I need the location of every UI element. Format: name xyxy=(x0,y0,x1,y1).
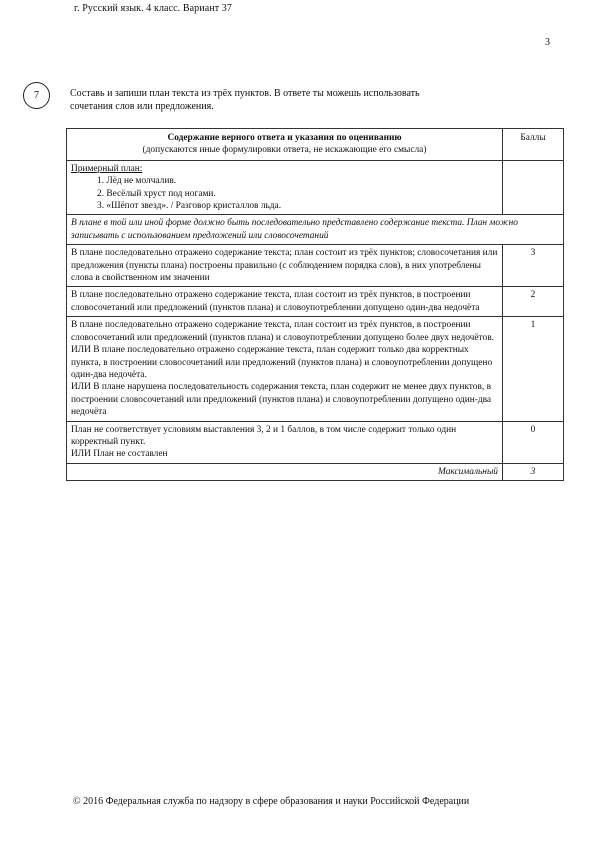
criterion-text xyxy=(67,421,503,463)
document-header: г. Русский язык. 4 класс. Вариант 37 xyxy=(74,3,232,14)
content-header-title: Содержание верного ответа и указания по оцениванию xyxy=(167,133,402,143)
score-column-header: Баллы xyxy=(503,129,564,161)
max-score-row xyxy=(67,463,564,480)
criterion-line: План не соответствует условиям выставления 3, 2 и 1 баллов, в том числе содержит только один корректный пункт. xyxy=(71,424,457,447)
empty-score-cell xyxy=(503,160,564,215)
copyright-footer: © 2016 Федеральная служба по надзору в сфере образования и науки Российской Федерации xyxy=(73,796,470,807)
evaluation-note: В плане в той или иной форме должно быть последовательно представлено содержание текста. План можно записывать с использованием предложений или словосочетаний xyxy=(67,215,564,245)
sample-plan-row xyxy=(67,160,564,215)
sample-plan-title: Примерный план: xyxy=(71,163,143,174)
criterion-line: ИЛИ В плане последовательно отражено содержание текста, план содержит только два корректных пункта, в построении словосочетаний или предложений (пунктов плана) и словоупотреблении допущено один-два недочёта. xyxy=(71,345,493,380)
sample-plan-list xyxy=(71,175,498,212)
criterion-line: В плане последовательно отражено содержание текста, план состоит из трёх пунктов, в построении словосочетаний или предложений (пунктов плана) и словоупотреблении допущено один-два недочёта xyxy=(71,290,480,313)
plan-item: 1. Лёд не молчалив. xyxy=(97,176,177,187)
criterion-line: В плане последовательно отражено содержание текста; план состоит из трёх пунктов; словосочетания или предложения (пункты плана) построены правильно (с соблюдением порядка слов), в них употреблены слова в свойственном им значении xyxy=(71,248,498,284)
plan-item: 2. Весёлый хруст под ногами. xyxy=(97,188,216,199)
max-score-label: Максимальный xyxy=(67,463,503,480)
sample-plan-cell xyxy=(67,160,503,215)
task-instruction-line-1: Составь и запиши план текста из трёх пунктов. В ответе ты можешь использовать xyxy=(70,88,420,99)
criterion-line: В плане последовательно отражено содержание текста, план состоит из трёх пунктов, в построении словосочетаний или предложений (пунктов плана) и словоупотреблении допущено более двух недочётов. xyxy=(71,320,494,343)
criterion-text xyxy=(67,317,503,421)
criterion-text xyxy=(67,245,503,287)
table-header-row xyxy=(67,129,564,161)
criterion-score: 0 xyxy=(503,421,564,463)
criterion-line: ИЛИ В плане нарушена последовательность содержания текста, план содержит не менее двух пунктов, в построении словосочетаний или предложений (пунктов плана) и словоупотреблении допущено один-два недочёта xyxy=(71,382,492,418)
task-number-badge xyxy=(23,82,50,109)
criterion-score: 2 xyxy=(503,287,564,317)
criterion-line: ИЛИ План не составлен xyxy=(71,449,168,460)
criterion-score: 1 xyxy=(503,317,564,421)
criterion-score: 3 xyxy=(503,245,564,287)
note-row xyxy=(67,215,564,245)
criterion-row xyxy=(67,245,564,287)
grading-table xyxy=(66,128,564,481)
content-header-subtitle: (допускаются иные формулировки ответа, не искажающие его смысла) xyxy=(142,145,427,156)
content-column-header xyxy=(67,129,503,161)
criterion-row xyxy=(67,421,564,463)
criterion-text xyxy=(67,287,503,317)
criterion-row xyxy=(67,317,564,421)
task-instruction-line-2: сочетания слов или предложения. xyxy=(70,101,214,112)
page-number: 3 xyxy=(545,37,550,48)
criterion-row xyxy=(67,287,564,317)
plan-item: 3. «Шёпот звезд». / Разговор кристаллов льда. xyxy=(97,201,282,212)
task-number: 7 xyxy=(34,90,39,101)
task-instruction xyxy=(70,87,510,113)
max-score-value: 3 xyxy=(503,463,564,480)
